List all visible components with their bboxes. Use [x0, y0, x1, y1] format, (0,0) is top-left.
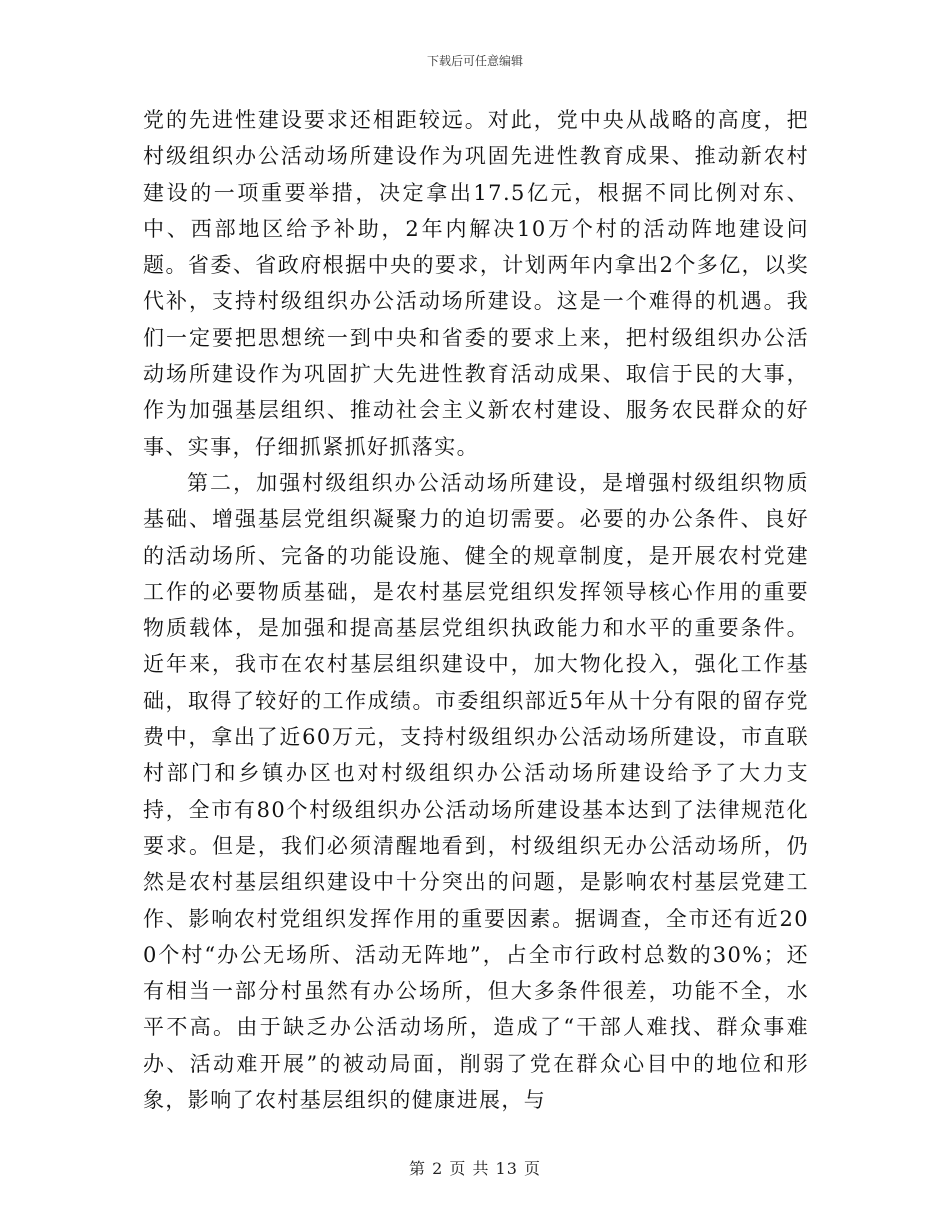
paragraph-2: 第二，加强村级组织办公活动场所建设，是增强村级组织物质基础、增强基层党组织凝聚力的迫切需要。必要的办公条件、良好的活动场所、完备的功能设施、健全的规章制度，是开展农村党建工作的必要物质基础，是农村基层党组织发挥领导核心作用的重要物质载体，是加强和提高基层党组织执政能力和水平的重要条件。近年来，我市在农村基层组织建设中，加大物化投入，强化工作基础，取得了较好的工作成绩。市委组织部近5年从十分有限的留存党费中，拿出了近60万元，支持村级组织办公活动场所建设，市直联村部门和乡镇办区也对村级组织办公活动场所建设给予了大力支持，全市有80个村级组织办公活动场所建设基本达到了法律规范化要求。但是，我们必须清醒地看到，村级组织无办公活动场所，仍然是农村基层组织建设中十分突出的问题，是影响农村基层党建工作、影响农村党组织发挥作用的重要因素。据调查，全市还有近200个村“办公无场所、活动无阵地”，占全市行政村总数的30%；还有相当一部分村虽然有办公场所，但大多条件很差，功能不全，水平不高。由于缺乏办公活动场所，造成了“干部人难找、群众事难办、活动难开展”的被动局面，削弱了党在群众心目中的地位和形象，影响了农村基层组织的健康进展，与: [143, 470, 809, 1113]
page-header-note: 下载后可任意编辑: [426, 54, 523, 68]
page-number: 第 2 页 共 13 页: [409, 1159, 541, 1178]
paragraph-1: 党的先进性建设要求还相距较远。对此，党中央从战略的高度，把村级组织办公活动场所建设作为巩固先进性教育成果、推动新农村建设的一项重要举措，决定拿出17.5亿元，根据不同比例对东、中、西部地区给予补助，2年内解决10万个村的活动阵地建设问题。省委、省政府根据中央的要求，计划两年内拿出2个多亿，以奖代补，支持村级组织办公活动场所建设。这是一个难得的机遇。我们一定要把思想统一到中央和省委的要求上来，把村级组织办公活动场所建设作为巩固扩大先进性教育活动成果、取信于民的大事，作为加强基层组织、推动社会主义新农村建设、服务农民群众的好事、实事，仔细抓紧抓好抓落实。: [143, 108, 809, 459]
document-body: [143, 102, 809, 1118]
